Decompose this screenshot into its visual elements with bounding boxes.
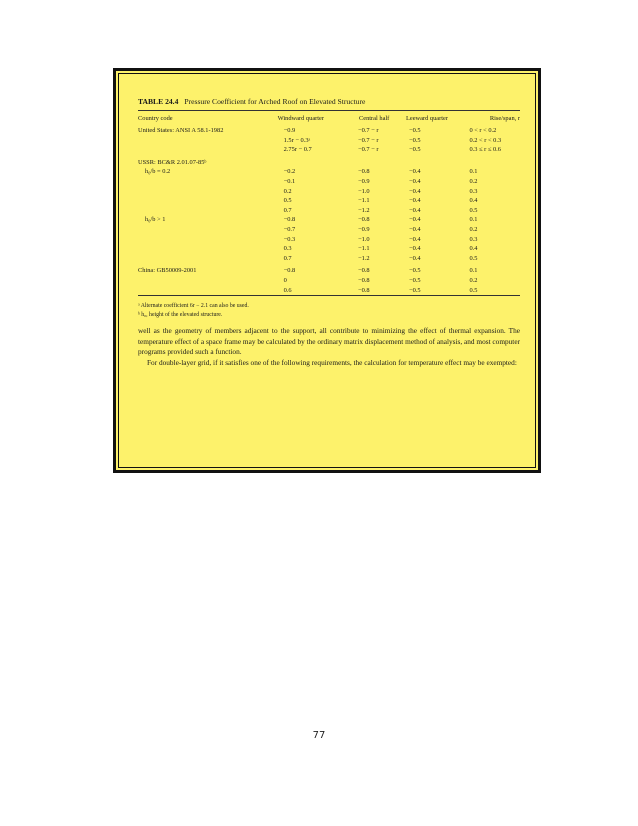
cell-windward-quarter: −0.9 <box>283 127 296 134</box>
cell-country-code: h₀/b > 1 <box>145 216 166 224</box>
cell-leeward-quarter: −0.4 <box>408 206 421 214</box>
cell-rise-span: 0.2 <box>469 225 478 233</box>
cell-central-half: −0.9 <box>357 177 370 185</box>
table-row <box>138 244 520 254</box>
cell-rise-span: 0.2 <box>469 177 478 185</box>
cell-country-code <box>138 254 267 264</box>
cell-central-half: −0.7 − r <box>357 146 379 154</box>
cell-leeward-quarter: −0.4 <box>408 177 421 185</box>
footnote-a: ᵃ Alternate coefficient 6r − 2.1 can also be used. <box>138 303 249 310</box>
cell-central-half: −1.1 <box>357 197 370 205</box>
cell-rise-span: 0.5 <box>469 254 478 262</box>
table-row <box>138 145 520 155</box>
cell-rise-span: 0.3 <box>469 187 478 195</box>
cell-central-half: −1.0 <box>357 187 370 195</box>
cell-rise-span: 0.2 <box>469 276 478 284</box>
cell-central-half: −0.8 <box>357 286 370 294</box>
cell-windward-quarter: 0.6 <box>283 286 292 294</box>
header-row <box>138 111 520 126</box>
cell-leeward-quarter: −0.5 <box>408 136 421 144</box>
cell-rise-span: 0.5 <box>469 206 478 214</box>
cell-rise-span: 0.4 <box>469 197 478 205</box>
pressure-coefficient-table <box>138 111 520 295</box>
table-row <box>138 196 520 206</box>
cell-leeward-quarter: −0.4 <box>408 216 421 224</box>
table-row <box>138 187 520 197</box>
cell-country-code: h₀/b = 0.2 <box>145 168 171 176</box>
cell-country-code: United States: ANSI A 58.1-1982 <box>138 127 224 134</box>
table-row <box>138 276 520 286</box>
cell-windward-quarter: −0.3 <box>283 235 296 243</box>
cell-country-code <box>138 286 267 296</box>
table-footnotes <box>138 302 520 320</box>
table-row <box>138 136 520 146</box>
body-text <box>138 326 520 368</box>
cell-country-code <box>138 177 267 187</box>
cell-leeward-quarter: −0.4 <box>408 197 421 205</box>
cell-rise-span: 0.5 <box>469 286 478 294</box>
cell-windward-quarter: 0.2 <box>283 187 292 195</box>
cell-country-code <box>138 136 267 146</box>
table-row <box>138 215 520 225</box>
cell-central-half: −1.2 <box>357 254 370 262</box>
table-row <box>138 286 520 296</box>
cell-windward-quarter: 1.5r − 0.3ᵃ <box>283 136 311 144</box>
cell-central-half: −0.8 <box>357 276 370 284</box>
excerpt-content <box>138 97 520 368</box>
cell-central-half: −1.0 <box>357 235 370 243</box>
header-central-half: Central half <box>358 115 390 122</box>
cell-leeward-quarter: −0.4 <box>408 254 421 262</box>
cell-central-half: −0.7 − r <box>357 127 379 134</box>
cell-country-code <box>138 206 267 216</box>
table-row <box>138 254 520 264</box>
cell-rise-span <box>467 155 520 168</box>
table-row <box>138 177 520 187</box>
cell-leeward-quarter: −0.4 <box>408 245 421 253</box>
cell-country-code <box>138 196 267 206</box>
table-caption: Pressure Coefficient for Arched Roof on Elevated Structure <box>184 97 366 106</box>
document-excerpt-panel <box>113 68 541 473</box>
cell-windward-quarter: −0.8 <box>283 267 296 275</box>
cell-rise-span: 0.3 <box>469 235 478 243</box>
footnote-b: ᵇ h₀, height of the elevated structure. <box>138 312 223 319</box>
cell-windward-quarter: 0.7 <box>283 206 292 214</box>
header-country-code: Country code <box>138 115 173 122</box>
cell-windward-quarter: 0 <box>283 276 287 284</box>
cell-windward-quarter: −0.7 <box>283 225 296 233</box>
cell-rise-span: 0.1 <box>469 216 478 224</box>
table-row <box>138 235 520 245</box>
cell-country-code <box>138 187 267 197</box>
table-label: TABLE 24.4 <box>138 97 179 106</box>
cell-country-code <box>138 235 267 245</box>
cell-leeward-quarter: −0.5 <box>408 286 421 294</box>
header-windward-quarter: Windward quarter <box>277 115 325 122</box>
cell-rise-span: 0.3 ≤ r ≤ 0.6 <box>469 146 501 154</box>
cell-windward-quarter: −0.8 <box>283 216 296 224</box>
cell-country-code: China: GB50009-2001 <box>138 267 197 275</box>
cell-central-half: −0.8 <box>357 216 370 224</box>
cell-country-code: USSR: BC&R 2.01.07-85ᵇ <box>138 158 207 166</box>
header-rise-span: Rise/span, r <box>489 115 520 122</box>
cell-country-code <box>138 244 267 254</box>
cell-central-half: −1.2 <box>357 206 370 214</box>
cell-rise-span: 0 < r < 0.2 <box>469 127 497 134</box>
table-row <box>138 126 520 136</box>
page-number: 77 <box>312 730 326 741</box>
cell-central-half: −0.8 <box>357 267 370 275</box>
table-row <box>138 263 520 276</box>
cell-central-half: −0.7 − r <box>357 136 379 144</box>
cell-central-half: −1.1 <box>357 245 370 253</box>
cell-country-code <box>138 145 267 155</box>
cell-rise-span: 0.1 <box>469 267 478 275</box>
table-row <box>138 225 520 235</box>
cell-country-code <box>138 276 267 286</box>
cell-leeward-quarter: −0.4 <box>408 235 421 243</box>
cell-windward-quarter: 0.5 <box>283 197 292 205</box>
cell-country-code <box>138 225 267 235</box>
cell-windward-quarter: −0.2 <box>283 168 296 176</box>
table-title <box>138 97 520 107</box>
table-row <box>138 167 520 177</box>
cell-leeward-quarter: −0.5 <box>408 127 421 134</box>
cell-central-half: −0.8 <box>357 168 370 176</box>
cell-leeward-quarter <box>402 155 467 168</box>
cell-central-half: −0.9 <box>357 225 370 233</box>
bottom-rule <box>138 295 520 296</box>
cell-leeward-quarter: −0.5 <box>408 267 421 275</box>
cell-windward-quarter: 0.7 <box>283 254 292 262</box>
body-paragraph-1: well as the geometry of members adjacent to the support, all contribute to minimizing the effect of thermal expansion. The temperature effect of a space frame may be calculated by the ordinary matrix displacement method of analysis, and most computer programs provided such a function. <box>138 326 520 357</box>
cell-leeward-quarter: −0.5 <box>408 276 421 284</box>
cell-windward-quarter: −0.1 <box>283 177 296 185</box>
cell-leeward-quarter: −0.4 <box>408 187 421 195</box>
cell-windward-quarter: 2.75r − 0.7 <box>283 146 312 154</box>
table-row <box>138 155 520 168</box>
table-row <box>138 206 520 216</box>
cell-leeward-quarter: −0.4 <box>408 168 421 176</box>
cell-rise-span: 0.2 < r < 0.3 <box>469 136 502 144</box>
cell-rise-span: 0.4 <box>469 245 478 253</box>
cell-leeward-quarter: −0.5 <box>408 146 421 154</box>
cell-windward-quarter: 0.3 <box>283 245 292 253</box>
cell-rise-span: 0.1 <box>469 168 478 176</box>
cell-windward-quarter <box>267 155 345 168</box>
cell-central-half <box>345 155 402 168</box>
cell-leeward-quarter: −0.4 <box>408 225 421 233</box>
table-body <box>138 126 520 295</box>
header-leeward-quarter: Leeward quarter <box>405 115 449 122</box>
body-paragraph-2: For double-layer grid, if it satisfies one of the following requirements, the calculation for temperature effect may be exempted: <box>147 357 517 367</box>
